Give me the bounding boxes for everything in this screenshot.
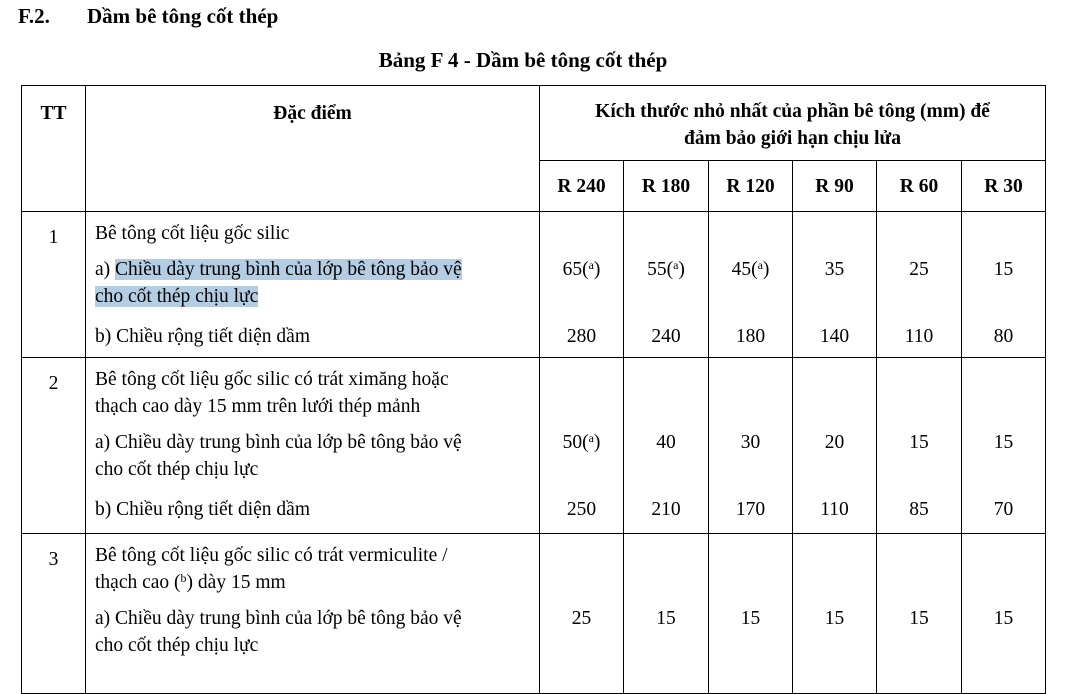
value-a-r180: 15 xyxy=(624,534,709,694)
highlighted-text[interactable]: Chiều dày trung bình của lớp bê tông bảo vệ xyxy=(115,259,462,280)
value-a-r240: 50($^a$) xyxy=(562,431,601,453)
value-b-r90: 110 xyxy=(820,499,849,520)
value-cell xyxy=(877,358,962,534)
table-row xyxy=(22,534,1046,694)
footnote-a: a xyxy=(673,258,679,272)
section-title: Dầm bê tông cốt thép xyxy=(87,4,279,28)
value-a-r240: 25 xyxy=(540,534,624,694)
row-number: 2 xyxy=(22,358,86,534)
header-feature: Đặc điểm xyxy=(86,86,540,212)
value-cell xyxy=(540,358,624,534)
header-group-line2: đảm bảo giới hạn chịu lửa xyxy=(683,128,901,149)
row-feature xyxy=(86,358,540,534)
row-a-line1: a) Chiều dày trung bình của lớp bê tông bảo vệ xyxy=(95,432,462,453)
value-a-r60: 25 xyxy=(909,259,929,280)
highlighted-text[interactable]: cho cốt thép chịu lực xyxy=(95,286,259,307)
row-title-line1: Bê tông cốt liệu gốc silic có trát ximăng hoặc xyxy=(95,369,449,390)
table-caption: Bảng F 4 - Dầm bê tông cốt thép xyxy=(378,48,668,72)
row-a-line1: a) Chiều dày trung bình của lớp bê tông bảo vệ xyxy=(95,608,462,629)
value-cell xyxy=(624,212,709,358)
rating-r180: R 180 xyxy=(624,161,709,212)
value-cell xyxy=(540,212,624,358)
row-a-line1: a) Chiều dày trung bình của lớp bê tông bảo vệ xyxy=(95,259,462,280)
row-number: 1 xyxy=(22,212,86,358)
row-a-line2: cho cốt thép chịu lực xyxy=(95,459,259,480)
value-a-r120: 15 xyxy=(709,534,793,694)
value-b-r30: 70 xyxy=(993,499,1014,520)
table-row xyxy=(22,212,1046,358)
value-b-r120: 180 xyxy=(735,326,766,347)
row-title-line2: thạch cao ($^b$) dày 15 mm xyxy=(95,571,286,593)
value-a-r180: 55($^a$) xyxy=(647,258,685,280)
value-a-r60: 15 xyxy=(877,534,962,694)
value-b-r180: 240 xyxy=(651,326,681,347)
row-a-line2: cho cốt thép chịu lực xyxy=(95,635,259,656)
row-a-line2 xyxy=(95,283,529,310)
value-b-r60: 85 xyxy=(909,499,929,520)
header-tt: TT xyxy=(22,86,86,212)
beam-table xyxy=(21,85,1046,694)
value-b-r240: 250 xyxy=(566,499,597,520)
value-a-r90: 35 xyxy=(824,259,845,280)
value-b-r60: 110 xyxy=(904,326,934,347)
row-feature xyxy=(86,534,540,694)
row-b-label: b) Chiều rộng tiết diện dầm xyxy=(95,326,310,347)
value-a-r90: 20 xyxy=(824,432,845,453)
value-cell xyxy=(962,358,1046,534)
value-a-r90: 15 xyxy=(793,534,877,694)
rating-r30: R 30 xyxy=(962,161,1046,212)
header-group xyxy=(540,86,1046,161)
row-number: 3 xyxy=(22,534,86,694)
value-b-r90: 140 xyxy=(819,326,850,347)
value-cell xyxy=(709,212,793,358)
value-cell xyxy=(962,212,1046,358)
footnote-a: a xyxy=(588,258,594,272)
value-cell xyxy=(709,358,793,534)
footnote-b: b xyxy=(180,571,187,585)
section-heading xyxy=(18,4,278,29)
row-title-line1: Bê tông cốt liệu gốc silic có trát vermiculite / xyxy=(95,545,448,566)
value-a-r180: 40 xyxy=(656,432,676,453)
value-b-r180: 210 xyxy=(651,499,681,520)
rating-r60: R 60 xyxy=(877,161,962,212)
section-number: F.2. xyxy=(18,4,50,28)
value-a-r120: 30 xyxy=(740,432,761,453)
value-cell xyxy=(877,212,962,358)
value-cell xyxy=(624,358,709,534)
value-a-r120: 45($^a$) xyxy=(731,258,770,280)
value-a-r30: 15 xyxy=(993,432,1014,453)
value-a-r30: 15 xyxy=(962,534,1046,694)
header-group-line1: Kích thước nhỏ nhất của phần bê tông (mm) để xyxy=(595,101,990,122)
rating-r120: R 120 xyxy=(709,161,793,212)
rating-r240: R 240 xyxy=(540,161,624,212)
value-b-r30: 80 xyxy=(993,326,1014,347)
row-title-line2: thạch cao dày 15 mm trên lưới thép mảnh xyxy=(95,396,421,417)
header-row xyxy=(22,86,1046,161)
rating-r90: R 90 xyxy=(793,161,877,212)
value-cell xyxy=(793,358,877,534)
value-cell xyxy=(793,212,877,358)
table-row xyxy=(22,358,1046,534)
value-a-r240: 65($^a$) xyxy=(562,258,601,280)
value-b-r240: 280 xyxy=(566,326,597,347)
row-feature xyxy=(86,212,540,358)
value-b-r120: 170 xyxy=(735,499,766,520)
row-b-label: b) Chiều rộng tiết diện dầm xyxy=(95,499,310,520)
value-a-r60: 15 xyxy=(909,432,929,453)
footnote-a: a xyxy=(588,431,594,445)
value-a-r30: 15 xyxy=(993,259,1014,280)
footnote-a: a xyxy=(757,258,763,272)
row-title: Bê tông cốt liệu gốc silic xyxy=(95,223,290,244)
